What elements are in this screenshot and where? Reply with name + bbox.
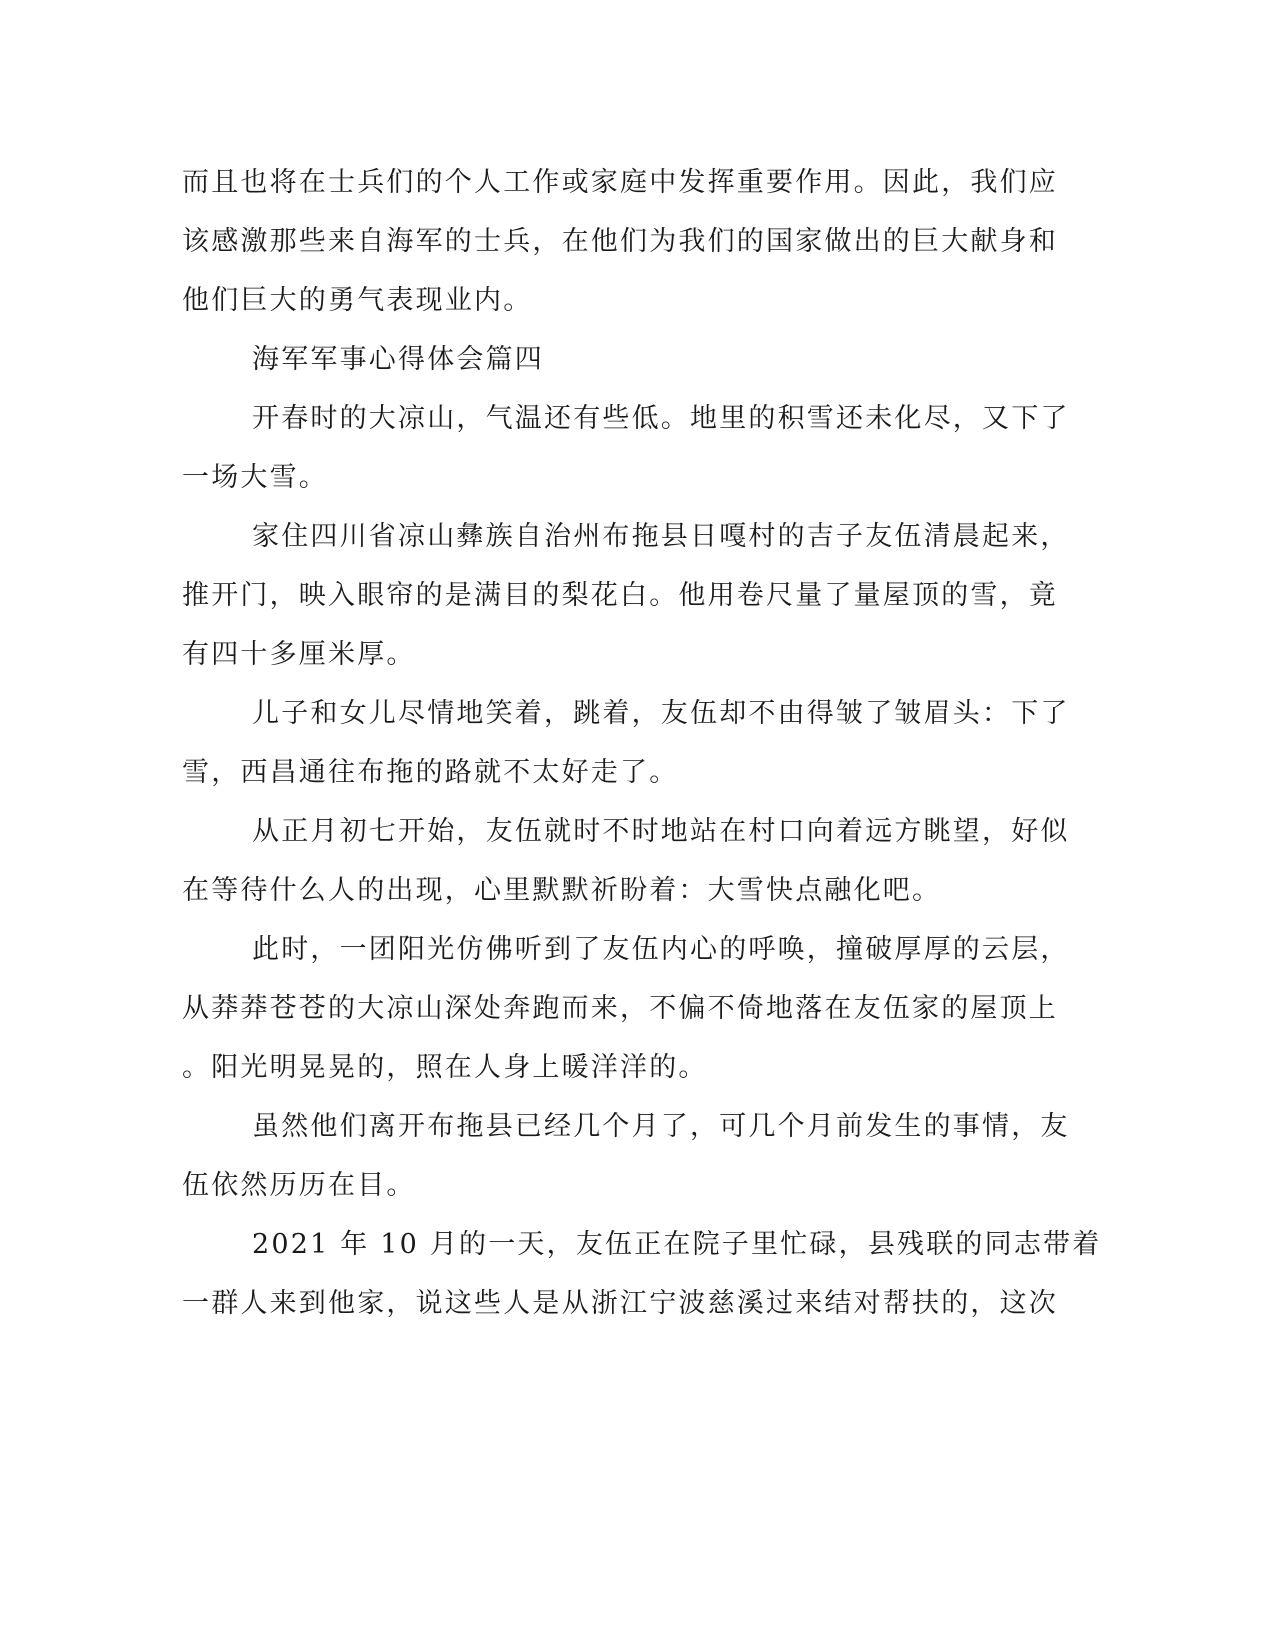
- text-line: 开春时的大凉山，气温还有些低。地里的积雪还未化尽，又下了: [252, 403, 1070, 434]
- text-line: 从莽莽苍苍的大凉山深处奔跑而来，不偏不倚地落在友伍家的屋顶上: [182, 993, 1058, 1024]
- text-line: 一群人来到他家，说这些人是从浙江宁波慈溪过来结对帮扶的，这次: [182, 1288, 1058, 1319]
- text-line: 虽然他们离开布拖县已经几个月了，可几个月前发生的事情，友: [252, 1111, 1070, 1142]
- text-line: 而且也将在士兵们的个人工作或家庭中发挥重要作用。因此，我们应: [182, 167, 1058, 198]
- text-line: 有四十多厘米厚。: [182, 639, 416, 670]
- text-line: 。阳光明晃晃的，照在人身上暖洋洋的。: [182, 1052, 708, 1083]
- section-heading: 海军军事心得体会篇四: [252, 344, 544, 375]
- text-line: 雪，西昌通往布拖的路就不太好走了。: [182, 757, 679, 788]
- text-line: 他们巨大的勇气表现业内。: [182, 285, 533, 316]
- text-line: 在等待什么人的出现，心里默默祈盼着：大雪快点融化吧。: [182, 875, 942, 906]
- text-line: 该感激那些来自海军的士兵，在他们为我们的国家做出的巨大献身和: [182, 226, 1058, 257]
- text-line: 一场大雪。: [182, 462, 328, 493]
- text-line: 此时，一团阳光仿佛听到了友伍内心的呼唤，撞破厚厚的云层，: [252, 934, 1070, 965]
- text-line: 从正月初七开始，友伍就时不时地站在村口向着远方眺望，好似: [252, 816, 1070, 847]
- text-line: 2021 年 10 月的一天，友伍正在院子里忙碌，县残联的同志带着: [252, 1229, 1102, 1260]
- text-line: 伍依然历历在目。: [182, 1170, 416, 1201]
- text-line: 儿子和女儿尽情地笑着，跳着，友伍却不由得皱了皱眉头：下了: [252, 698, 1070, 729]
- text-line: 家住四川省凉山彝族自治州布拖县日嘎村的吉子友伍清晨起来，: [252, 521, 1070, 552]
- text-line: 推开门，映入眼帘的是满目的梨花白。他用卷尺量了量屋顶的雪，竟: [182, 580, 1058, 611]
